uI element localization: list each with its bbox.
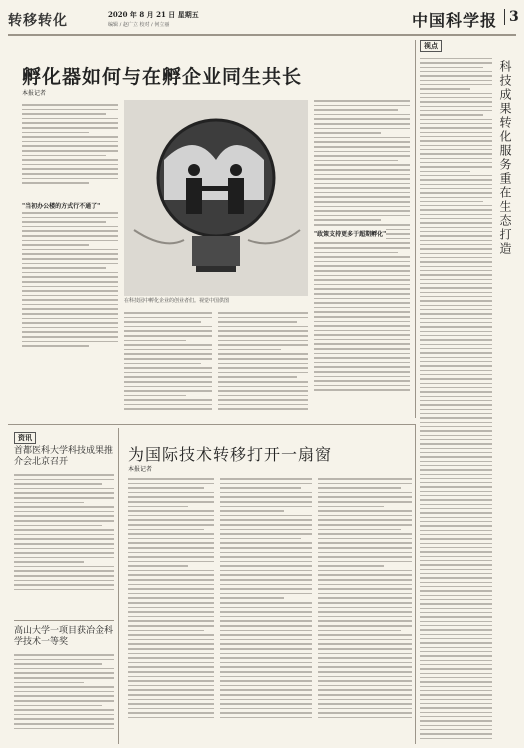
section-title: 转移转化 [8,13,68,29]
news-item1-title: 首都医科大学科技成果推介会北京召开 [14,446,114,467]
section-divider [8,424,415,425]
news-divider [14,620,114,621]
main-article-body-col4 [314,100,410,418]
second-headline: 为国际技术转移打开一扇窗 [128,445,333,464]
header-rule [8,34,516,36]
news-column-divider [118,428,119,744]
bulb-handshake-illustration [124,100,308,296]
second-article-col2 [220,478,312,742]
main-article-body-col2 [124,312,212,418]
section-header [8,6,519,34]
news-section-label: 资讯 [14,432,36,444]
photo-caption: 在科技园中孵化企业的创业者们。视觉中国供图 [124,298,230,304]
lede-subhead: "当初办公楼的方式行不通了" [22,200,100,211]
page-number: 3 [504,9,519,25]
main-article-body-col3 [218,312,308,418]
news-item1-body [14,474,114,604]
main-subhead: "政策支持更多于超期孵化" [314,228,386,239]
main-byline: 本报记者 [22,90,47,97]
news-item2-title: 高山大学一项目获冶金科学技术一等奖 [14,626,114,647]
main-photo [124,100,308,296]
second-byline: 本报记者 [128,466,153,473]
news-item2-body [14,654,114,742]
main-headline: 孵化器如何与在孵企业同生共长 [22,66,303,88]
sidebar-lower-divider [415,424,416,744]
sidebar-body [420,58,492,738]
date-line: 2020 年 8 月 21 日 星期五 [108,10,199,19]
editor-line: 编辑 / 赵广立 校对 / 何立丽 [108,22,170,28]
column-divider [415,40,416,418]
second-article-col3 [318,478,412,742]
main-article-body-col1b [22,212,118,362]
second-article-col1 [128,478,214,742]
masthead-logo: 中国科学报 [412,11,498,30]
sidebar-title: 科技成果转化服务重在生态打造 [498,60,512,256]
sidebar-column-label: 视点 [420,40,442,52]
